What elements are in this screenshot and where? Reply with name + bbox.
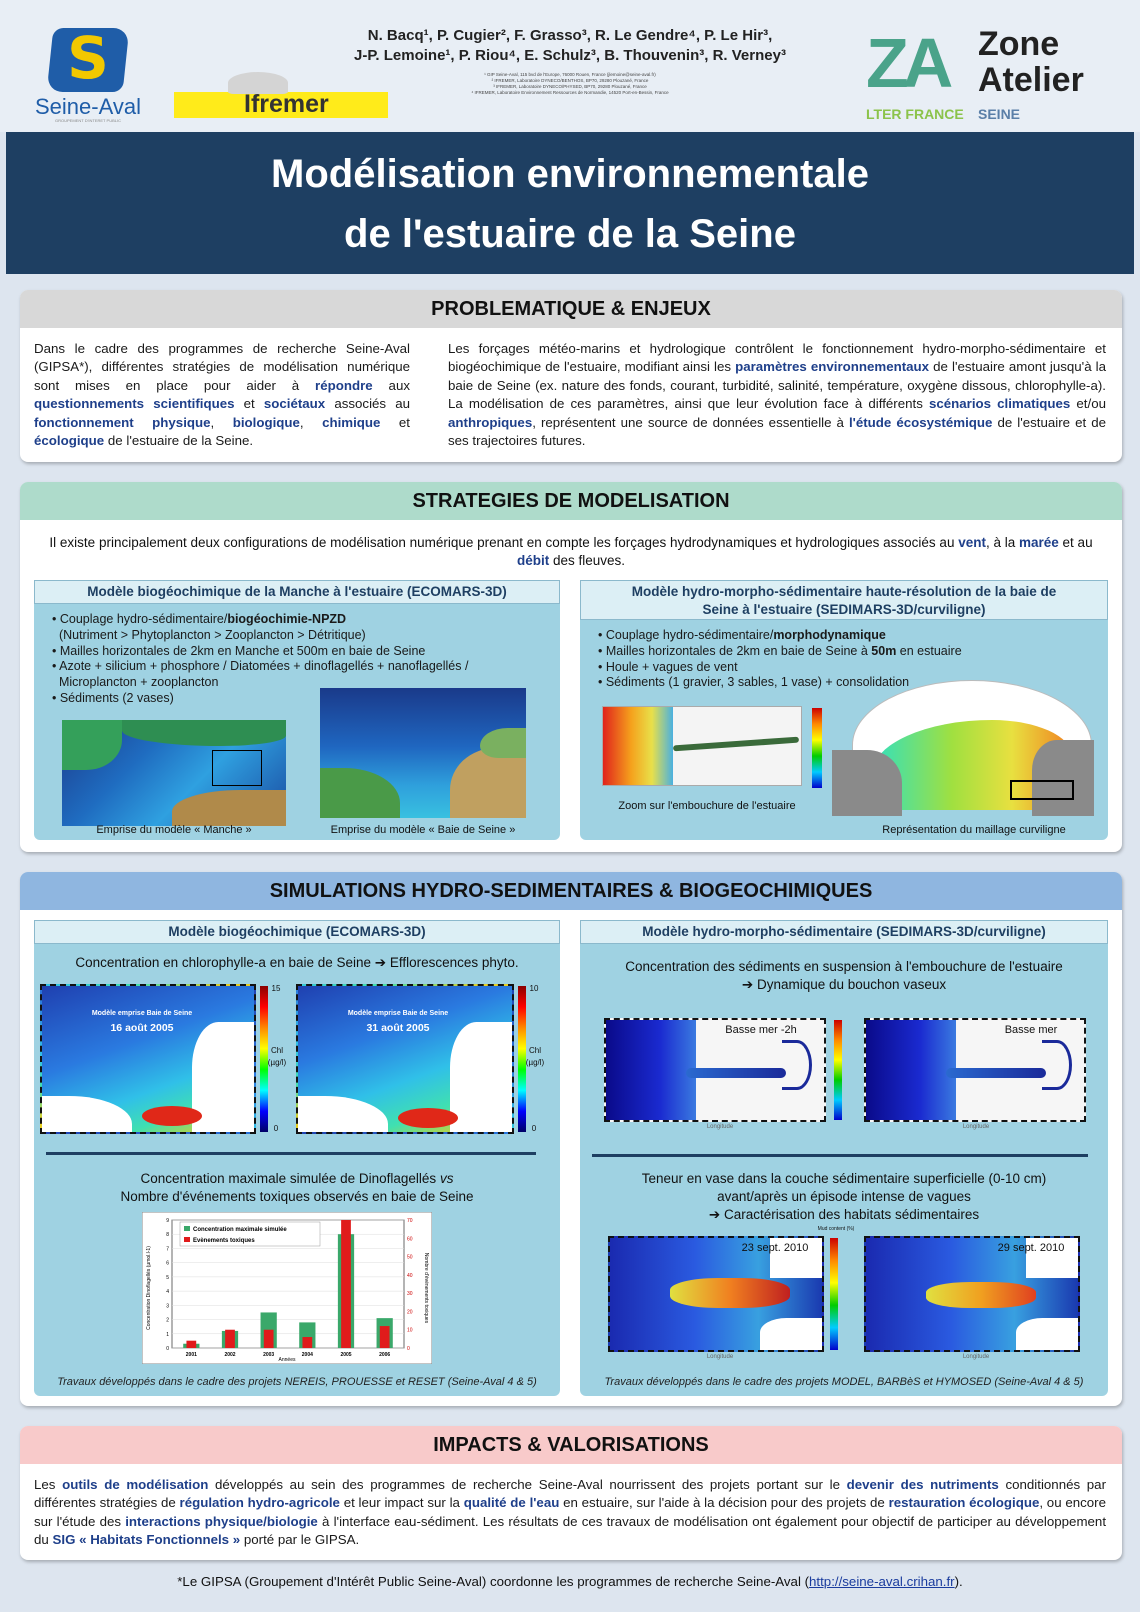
chlorophyll-map-31-aug	[296, 984, 514, 1134]
x-tick-label: 2006	[379, 1352, 391, 1358]
legend-label-simulated: Concentration maximale simulée	[193, 1227, 287, 1233]
ecomars-results-panel	[34, 920, 560, 1396]
problematique-right-text: Les forçages météo-marins et hydrologique contrôlent le fonctionnement hydro-morpho-sédimentaire et biogéochimique de l'estuaire, modifiant ainsi les paramètres environnementaux de l'estuaire amont jusqu'à la baie de Seine (ex. nature des fonds, courant, turbidité, salinité, température, oxygène dissous, chlorophylle-a). La modélisation de ces paramètres, ainsi que leur évolution face à différents scénarios climatiques et/ou anthropiques, représentent une source de données essentielle à l'étude écosystémique de l'estuaire et de ses trajectoires futures.	[448, 341, 1107, 449]
y-tick-label: 0	[166, 1346, 169, 1352]
plot-label: Basse mer -2h	[725, 1024, 797, 1036]
caption: Emprise du modèle « Manche »	[96, 824, 252, 836]
bar-toxic-events	[341, 1220, 351, 1348]
bay-of-seine-model-map	[320, 688, 526, 818]
cbar-unit: Chl	[270, 1046, 283, 1055]
sedimars-model-panel	[580, 580, 1108, 840]
problematique-left-text: Dans le cadre des programmes de recherche Seine-Aval (GIPSA*), différentes stratégies de modélisation numérique sont mises en place pour aider à répondre aux questionnements scientifiques et sociétaux associés au fonctionnement physique, biologique, chimique et écologique de l'estuaire de la Seine.	[34, 341, 410, 449]
y2-tick-label: 70	[407, 1218, 413, 1224]
y2-tick-label: 50	[407, 1254, 413, 1261]
mud-colorbar	[830, 1238, 838, 1350]
dinoflagellates-bar-chart	[142, 1212, 432, 1364]
panel-title: Modèle biogéochimique de la Manche à l'estuaire (ECOMARS-3D)	[34, 580, 560, 604]
gipsa-link[interactable]: http://seine-aval.crihan.fr	[809, 1574, 955, 1589]
ssc-colorbar	[834, 1020, 842, 1120]
mud-content-caption: Teneur en vase dans la couche sédimentaire superficielle (0-10 cm) avant/après un épisode intense de vagues ➔ Caractérisation des habitats sédimentaires	[641, 1171, 1047, 1222]
legend-swatch-events	[184, 1237, 190, 1242]
axis-label: Longitude	[962, 1354, 990, 1360]
y-tick-label: 6	[166, 1260, 169, 1267]
y-tick-label: 8	[166, 1232, 169, 1239]
section-heading: PROBLEMATIQUE & ENJEUX	[20, 290, 1122, 328]
cbar-tick: 15	[271, 984, 281, 993]
cbar-unit: (µg/l)	[267, 1058, 287, 1067]
cbar-unit: (µg/l)	[525, 1058, 545, 1067]
y2-tick-label: 20	[407, 1309, 413, 1316]
cbar-unit: Chl	[528, 1046, 541, 1055]
y-tick-label: 3	[166, 1303, 169, 1310]
authors: N. Bacq¹, P. Cugier², F. Grasso³, R. Le Gendre⁴, P. Le Hir³, J-P. Lemoine¹, P. Riou⁴, E. Schulz³, B. Thouvenin³, R. Verney³	[354, 27, 786, 64]
estuary-zoom-plot	[602, 706, 802, 786]
colorbar	[812, 708, 822, 788]
plot-date: 29 sept. 2010	[997, 1242, 1065, 1254]
panel-title: Modèle hydro-morpho-sédimentaire haute-résolution de la baie de Seine à l'estuaire (SEDIMARS-3D/curviligne)	[580, 580, 1108, 620]
cbar-tick: 0	[273, 1124, 279, 1133]
footer-note: *Le GIPSA (Groupement d'Intérêt Public Seine-Aval) coordonne les programmes de recherche Seine-Aval (http://seine-aval.crihan.fr).	[177, 1574, 963, 1589]
panel-title: Modèle biogéochimique (ECOMARS-3D)	[34, 920, 560, 944]
section-simulations	[20, 872, 1122, 1406]
cbar-tick: 0	[531, 1124, 537, 1133]
ecomars-model-panel	[34, 580, 560, 840]
axis-label: Longitude	[706, 1124, 734, 1130]
caption: Représentation du maillage curviligne	[882, 824, 1066, 836]
map-label: Modèle emprise Baie de Seine	[91, 1010, 193, 1017]
ifremer-logo: Ifremer	[174, 92, 388, 118]
section-problematique	[20, 290, 1122, 462]
plot-date: 23 sept. 2010	[741, 1242, 809, 1254]
chlorophyll-caption: Concentration en chlorophylle-a en baie de Seine ➔ Efflorescences phyto.	[75, 955, 519, 970]
sedimars-bullets: • Couplage hydro-sédimentaire/morphodynamique • Mailles horizontales de 2km en baie de Seine à 50m en estuaire • Houle + vagues de vent • Sédiments (1 gravier, 3 sables, 1 vase) + consolidation	[598, 628, 962, 690]
map-date: 31 août 2005	[366, 1022, 430, 1034]
x-tick-label: 2002	[224, 1352, 236, 1358]
ecomars-bullets: • Couplage hydro-sédimentaire/biogéochimie-NPZD (Nutriment > Phytoplancton > Zooplancton > Détritique) • Mailles horizontales de 2km en Manche et 500m en baie de Seine • Azote + silicium + phosphore / Diatomées + dinoflagellés + nanoflagellés / Microplancton + zooplancton • Sédiments (2 vases)	[52, 612, 469, 705]
x-axis-label: Années	[278, 1357, 296, 1363]
affiliations: ¹ GIP Seine-Aval, 115 bvd de l'Europe, 76000 Rouen, France (jlemoine@seine-aval.fr) ² IFREMER, Laboratoire DYNECO/BENTHOS, BP70, 29280 Plouzané, France ³ IFREMER, Laboratoire DYNECO/PHYSED, BP70, 29280 Plouzané, France ⁴ IFREMER, Laboratoire Environnement Ressources de Normandie, 14520 Port-en-Bessin, France	[471, 72, 669, 95]
curvilinear-mesh-map	[832, 680, 1094, 816]
x-tick-label: 2004	[301, 1352, 313, 1358]
mud-content-29-sept	[864, 1236, 1080, 1352]
y2-tick-label: 10	[407, 1327, 413, 1334]
suspended-sediment-low-tide	[864, 1018, 1086, 1122]
y-tick-label: 5	[166, 1274, 169, 1281]
y2-tick-label: 60	[407, 1236, 413, 1243]
section-heading: STRATEGIES DE MODELISATION	[20, 482, 1122, 520]
cbar-tick: 10	[529, 984, 539, 993]
legend-label-events: Evènements toxiques	[193, 1238, 255, 1244]
y2-tick-label: 30	[407, 1291, 413, 1298]
section-heading: IMPACTS & VALORISATIONS	[20, 1426, 1122, 1464]
section-impacts	[20, 1426, 1122, 1560]
map-date: 16 août 2005	[110, 1022, 174, 1034]
axis-label: Longitude	[962, 1124, 990, 1130]
colorbar-label: Mud content (%)	[817, 1226, 855, 1232]
bar-toxic-events	[264, 1330, 274, 1348]
dinoflagellates-caption: Concentration maximale simulée de Dinoflagellés vs Nombre d'événements toxiques observés en baie de Seine	[120, 1171, 474, 1204]
y-axis-label: Concentration Dinoflagellés (µmol.l-1)	[146, 1246, 152, 1330]
bar-toxic-events	[380, 1326, 390, 1348]
credits: Travaux développés dans le cadre des projets MODEL, BARBèS et HYMOSED (Seine-Aval 4 & 5)	[604, 1376, 1084, 1388]
bar-toxic-events	[186, 1341, 196, 1348]
divider	[592, 1154, 1088, 1157]
axis-label: Longitude	[706, 1354, 734, 1360]
x-tick-label: 2005	[340, 1352, 352, 1358]
suspended-sediment-low-tide-2h	[604, 1018, 826, 1122]
y-tick-label: 7	[166, 1246, 169, 1253]
caption: Zoom sur l'embouchure de l'estuaire	[618, 800, 796, 812]
panel-title: Modèle hydro-morpho-sédimentaire (SEDIMARS-3D/curviligne)	[580, 920, 1108, 944]
impacts-text: Les outils de modélisation développés au sein des programmes de recherche Seine-Aval nourrissent des projets portant sur le devenir des nutriments conditionnés par différentes stratégies de régulation hydro-agricole et leur impact sur la qualité de l'eau en estuaire, sur l'aide à la décision pour des projets de restauration écologique, ou encore sur l'étude des interactions physique/biologie à l'interface eau-sédiment. Les résultats de ces travaux de modélisation ont également pour objectif de participer au développement du SIG « Habitats Fonctionnels » porté par le GIPSA.	[34, 1477, 1107, 1548]
y-tick-label: 4	[166, 1289, 169, 1296]
chlorophyll-map-16-aug	[40, 984, 256, 1134]
x-tick-label: 2003	[263, 1352, 275, 1358]
bar-toxic-events	[302, 1337, 312, 1348]
mud-content-23-sept	[608, 1236, 824, 1352]
bar-toxic-events	[225, 1330, 235, 1348]
zone-atelier-logo: ZA Zone Atelier LTER FRANCE SEINE	[866, 24, 1084, 122]
y2-tick-label: 0	[407, 1346, 410, 1352]
strategies-intro: Il existe principalement deux configurations de modélisation numérique prenant en compte les forçages hydrodynamiques et hydrologiques associés au vent, à la marée et au débit des fleuves.	[49, 535, 1093, 568]
map-label: Modèle emprise Baie de Seine	[347, 1010, 449, 1017]
y-tick-label: 1	[166, 1331, 169, 1338]
poster-title: Modélisation environnementale de l'estuaire de la Seine	[6, 132, 1134, 274]
y2-axis-label: Nombre d'événements toxiques	[423, 1252, 429, 1324]
caption: Emprise du modèle « Baie de Seine »	[330, 824, 516, 836]
divider	[46, 1152, 536, 1155]
seine-aval-logo: S Seine-Aval GROUPEMENT D'INTERET PUBLIC	[35, 24, 141, 123]
y-tick-label: 2	[166, 1317, 169, 1324]
poster-header	[0, 0, 1140, 132]
section-heading: SIMULATIONS HYDRO-SEDIMENTAIRES & BIOGEOCHIMIQUES	[20, 872, 1122, 910]
x-tick-label: 2001	[185, 1352, 197, 1358]
y2-tick-label: 40	[407, 1272, 413, 1279]
y-tick-label: 9	[166, 1218, 169, 1224]
section-strategies	[20, 482, 1122, 852]
plot-label: Basse mer	[1004, 1024, 1058, 1036]
legend-swatch-simulated	[184, 1226, 190, 1231]
sedimars-results-panel	[580, 920, 1108, 1396]
channel-model-map	[62, 720, 286, 826]
credits: Travaux développés dans le cadre des projets NEREIS, PROUESSE et RESET (Seine-Aval 4 & 5)	[57, 1376, 537, 1388]
suspended-sediment-caption: Concentration des sédiments en suspension à l'embouchure de l'estuaire ➔ Dynamique du bouchon vaseux	[625, 959, 1063, 992]
